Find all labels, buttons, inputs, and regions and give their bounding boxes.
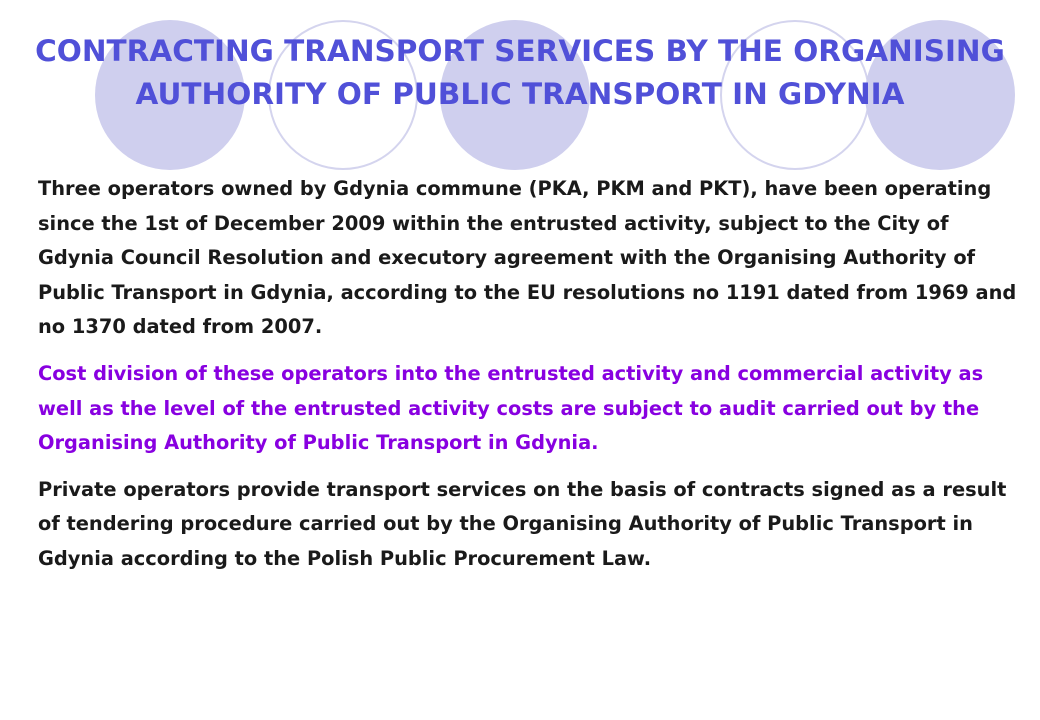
paragraph-private-operators: Private operators provide transport services on the basis of contracts signed as a result of tendering procedure carried out by the Organising Authority of Public Transport in Gdynia according to the Polish Public Procurement Law. bbox=[38, 477, 1007, 570]
slide-content bbox=[38, 172, 1028, 589]
paragraph-operators: Three operators owned by Gdynia commune (PKA, PKM and PKT), have been operating since the 1st of December 2009 within the entrusted activity, subject to the City of Gdynia Council Resolution and executory agreement with the Organising Authority of Public Transport in Gdynia, according to the EU resolutions no 1191 dated from 1969 and no 1370 dated from 2007. bbox=[38, 177, 1017, 339]
slide-title: CONTRACTING TRANSPORT SERVICES BY THE ORGANISING AUTHORITY OF PUBLIC TRANSPORT IN GDYNIA bbox=[35, 34, 1005, 111]
paragraph-cost-division: Cost division of these operators into the entrusted activity and commercial activity as well as the level of the entrusted activity costs are subject to audit carried out by the Organising Authority of Public Transport in Gdynia. bbox=[38, 361, 984, 455]
